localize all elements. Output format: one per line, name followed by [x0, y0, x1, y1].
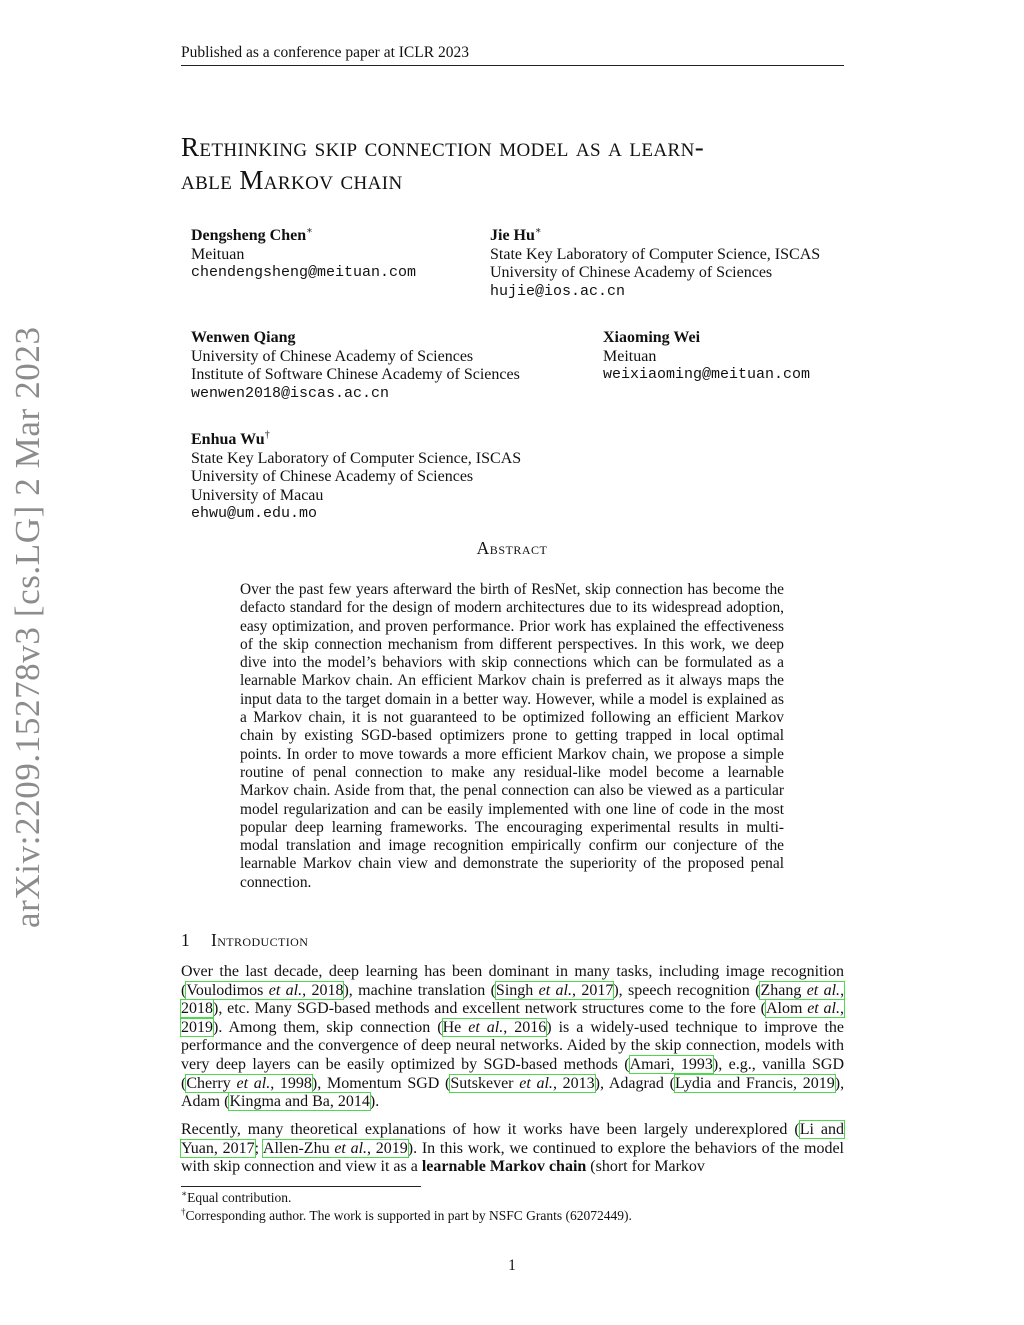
text-run: ), Adagrad (: [594, 1074, 675, 1092]
cite-year: , 2019: [181, 1000, 844, 1036]
footnote-text: Corresponding author. The work is supported in part by NSFC Grants (62072449).: [185, 1208, 632, 1223]
cite-year: , 2017: [571, 981, 614, 999]
text-run: ), etc. Many SGD-based methods and excellent network structures come to the fore (: [213, 1000, 766, 1018]
text-run: (short for Markov: [586, 1158, 705, 1176]
author-name: Enhua Wu: [191, 431, 265, 448]
author-block: [490, 227, 820, 301]
running-header: Published as a conference paper at ICLR 2023: [181, 44, 469, 61]
citation-link[interactable]: [450, 1075, 594, 1092]
text-run: ), speech recognition (: [613, 981, 761, 999]
page-number: 1: [508, 1257, 516, 1274]
footnote-text: Equal contribution.: [187, 1190, 292, 1205]
cite-etal: et al.: [538, 981, 572, 999]
citation-link[interactable]: [186, 1075, 312, 1092]
author-block: [191, 227, 416, 283]
text-run: ), Momentum SGD (: [311, 1074, 451, 1092]
author-email: ehwu@um.edu.mo: [191, 505, 318, 522]
text-run: ), machine translation (: [343, 981, 496, 999]
cite-author: Cherry: [186, 1074, 231, 1092]
cite-year: , 2018: [181, 981, 845, 1018]
author-block: [191, 329, 520, 403]
cite-year: , 2018: [302, 981, 344, 999]
cite-etal: et al.: [468, 1018, 504, 1036]
author-affiliation: State Key Laboratory of Computer Science, ISCAS: [191, 449, 522, 467]
header-rule: [181, 65, 844, 66]
title-line-1: Rethinking skip connection model as a learn-: [181, 132, 705, 162]
text-run: ).: [369, 1093, 380, 1111]
author-block: [603, 329, 810, 385]
cite-author: Allen-Zhu: [262, 1139, 330, 1157]
abstract-heading: Abstract: [476, 538, 548, 558]
text-run: ), Adam (: [181, 1074, 845, 1111]
citation-link[interactable]: Lydia and Francis, 2019: [674, 1074, 835, 1092]
author-name: Jie Hu: [490, 227, 535, 244]
cite-year: , 1998: [270, 1074, 312, 1092]
intro-paragraph-2: [181, 1121, 844, 1177]
footnote-mark: †: [181, 1206, 186, 1217]
citation-link[interactable]: Li and Yuan, 2017: [181, 1121, 844, 1157]
citation-link[interactable]: Kingma and Ba, 2014: [229, 1093, 370, 1111]
author-name: Wenwen Qiang: [191, 329, 296, 346]
cite-author: He: [442, 1018, 462, 1036]
text-run: ) is a widely-used technique to improve the performance and the convergence of deep neural networks. Aided by the skip connection, models with very deep layers can be easily optimized by SGD-based methods (: [181, 1018, 845, 1073]
author-email: wenwen2018@iscas.ac.cn: [191, 384, 390, 402]
author-affiliation: State Key Laboratory of Computer Science, ISCAS: [490, 245, 821, 263]
cite-etal: et al.: [519, 1074, 553, 1092]
cite-etal: et al.: [334, 1139, 368, 1157]
text-run: ), e.g., vanilla SGD (: [181, 1055, 845, 1092]
author-mark: †: [264, 429, 270, 441]
citation-link[interactable]: [263, 1140, 408, 1157]
paper-title: [181, 131, 861, 197]
cite-etal: et al.: [268, 981, 303, 999]
cite-year: , 2016: [503, 1018, 547, 1036]
author-email: weixiaoming@meituan.com: [603, 366, 811, 383]
author-email: hujie@ios.ac.cn: [490, 282, 626, 300]
text-run: Recently, many theoretical explanations of how it works have been largely underexplored (: [181, 1121, 800, 1138]
cite-etal: et al.: [236, 1074, 271, 1092]
arxiv-stamp: arXiv:2209.15278v3 [cs.LG] 2 Mar 2023: [8, 326, 47, 928]
citation-link[interactable]: [496, 982, 613, 999]
bold-term: learnable Markov chain: [421, 1158, 587, 1176]
cite-author: Zhang: [760, 981, 802, 999]
footnote-rule: [181, 1186, 421, 1187]
footnote: [181, 1208, 632, 1224]
author-affiliation: Meituan: [191, 245, 245, 263]
cite-year: , 2013: [552, 1074, 595, 1092]
footnote-mark: ∗: [181, 1188, 188, 1199]
title-line-2: able Markov chain: [181, 165, 403, 195]
text-run: ). In this work, we continued to explore the behaviors of the model with skip connection and view it as a: [181, 1139, 845, 1176]
cite-etal: et al.: [807, 1000, 840, 1018]
author-affiliation: Institute of Software Chinese Academy of Sciences: [191, 366, 520, 383]
cite-author: Singh: [495, 981, 534, 999]
author-affiliation: University of Chinese Academy of Sciences: [490, 264, 773, 281]
abstract-text: Over the past few years afterward the birth of ResNet, skip connection has become the defacto standard for the design of modern architectures due to its widespread adoption, easy optimization, and proven performance. Prior work has explained the effectiveness of the skip connection mechanism from different perspectives. In this work, we deep dive into the model’s behaviors with skip connections which can be formulated as a learnable Markov chain. An efficient Markov chain is preferred as it always maps the input data to the target domain in a better way. However, while a model is explained as a Markov chain, it is not guaranteed to be optimized following an efficient Markov chain by existing SGD-based optimizers prone to getting trapped in local optimal points. In order to move towards a more efficient Markov chain, we propose a simple routine of penal connection to make any residual-like model become a learnable Markov chain. Aside from that, the penal connection can also be viewed as a particular model regularization and can be easily implemented with one line of code in the most popular deep learning frameworks. The encouraging experimental results in multi-modal translation and image recognition empirically confirm our conjecture of the learnable Markov chain view and demonstrate the superiority of the proposed penal connection.: [240, 581, 784, 891]
author-affiliation: University of Chinese Academy of Sciences: [191, 347, 474, 365]
citation-link[interactable]: [186, 982, 343, 999]
cite-etal: et al.: [806, 981, 841, 999]
cite-author: Sutskever: [450, 1074, 514, 1092]
author-block: [191, 431, 521, 524]
author-mark: ∗: [534, 225, 542, 237]
author-affiliation: University of Macau: [191, 486, 324, 504]
author-email: chendengsheng@meituan.com: [191, 264, 417, 281]
author-name: Dengsheng Chen: [191, 227, 307, 244]
author-mark: ∗: [306, 225, 313, 237]
author-affiliation: Meituan: [603, 347, 657, 365]
cite-author: Voulodimos: [186, 981, 264, 999]
section-heading: [181, 930, 308, 951]
section-title: Introduction: [211, 930, 309, 950]
cite-author: Alom: [765, 1000, 803, 1018]
section-number: 1: [181, 930, 191, 950]
cite-year: , 2019: [367, 1139, 408, 1157]
citation-link[interactable]: [443, 1019, 547, 1036]
footnote: [181, 1190, 291, 1206]
text-run: ;: [254, 1139, 263, 1157]
author-name: Xiaoming Wei: [603, 329, 701, 346]
intro-paragraph-1: [181, 963, 844, 1112]
text-run: Over the last decade, deep learning has been dominant in many tasks, including image recognition (: [181, 963, 844, 999]
citation-link[interactable]: Amari, 1993: [629, 1055, 713, 1073]
text-run: ). Among them, skip connection (: [213, 1018, 443, 1036]
author-affiliation: University of Chinese Academy of Sciences: [191, 468, 474, 485]
